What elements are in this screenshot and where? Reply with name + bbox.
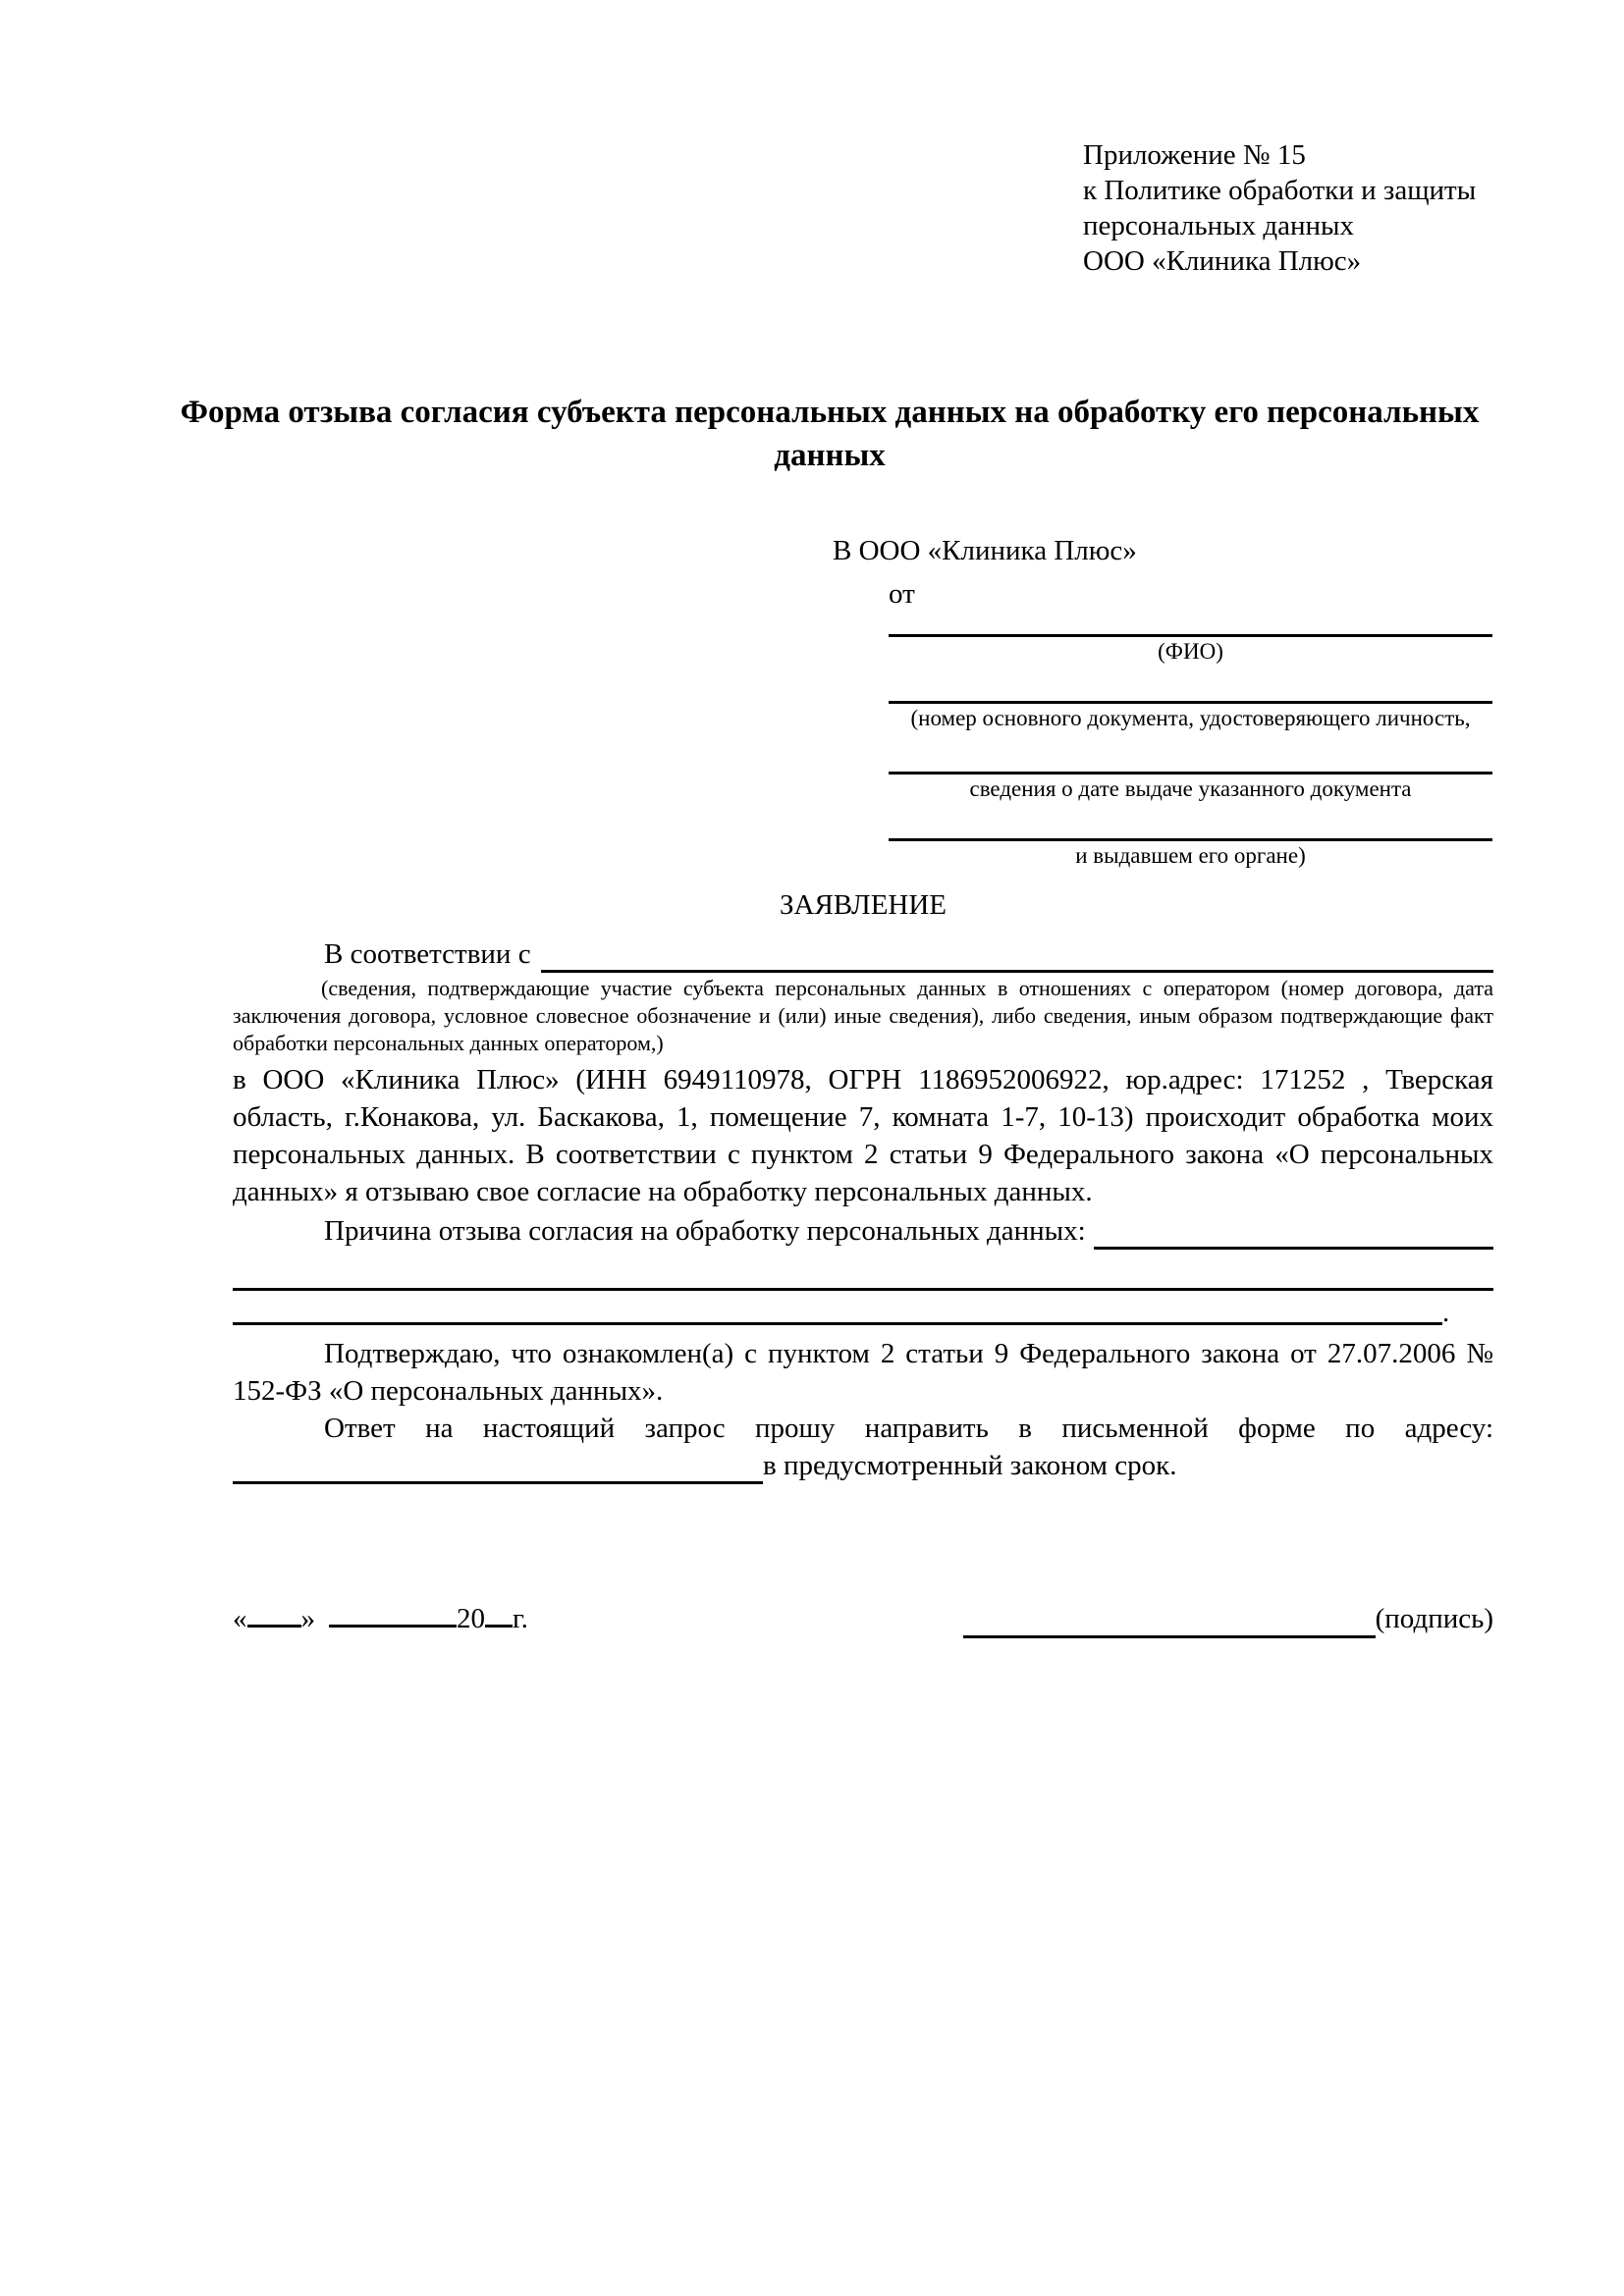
date-year-prefix: 20 [457,1603,485,1634]
signature-blank-line [963,1609,1376,1638]
date-quote-close: » [300,1603,315,1634]
issuing-authority-blank-line [889,804,1492,841]
addressee-block [833,533,1493,871]
reason-blank-line [1094,1220,1493,1250]
reason-blank-line-full-2 [233,1291,1493,1328]
intro-row [233,935,1493,973]
confirmation-paragraph: Подтверждаю, что ознакомлен(а) с пунктом 2 статьи 9 Федерального закона от 27.07.2006 № 152-ФЗ «О персональных данных». [233,1338,1493,1407]
date-year-suffix: г. [513,1603,528,1634]
reply-address-row [233,1447,1493,1484]
blank-line-period: . [1442,1297,1450,1328]
statement-section [233,886,1493,1484]
from-label: от [889,578,915,610]
appendix-header [1083,137,1505,279]
signature-row [233,1598,1493,1638]
signature-group [963,1599,1493,1638]
appendix-header-line: ООО «Клиника Плюс» [1083,245,1362,277]
fio-field [889,612,1492,667]
field-caption-document-number: (номер основного документа, удостоверяющего личность, [910,706,1471,730]
field-caption-fio: (ФИО) [1158,639,1223,664]
issuing-authority-field [889,804,1492,871]
date-quote-open: « [233,1603,247,1634]
reason-blank-underline [233,1291,1442,1325]
appendix-header-line: Приложение № 15 [1083,139,1306,171]
reason-row [233,1212,1493,1250]
field-caption-issue-date: сведения о дате выдаче указанного документа [969,776,1412,801]
intro-prefix: В соответствии с [324,938,531,970]
appendix-header-line: персональных данных [1083,210,1355,241]
appendix-header-line: к Политике обработки и защиты [1083,175,1477,206]
date-group [233,1598,528,1638]
reply-request-suffix: в предусмотренный законом срок. [763,1450,1177,1481]
intro-footnote: (сведения, подтверждающие участие субъекта персональных данных в отношениях с оператором (номер договора, дата заключения договора, условное словесное обозначение и (или) иные сведения), либо сведения, иным образом подтверждающие факт обработки персональных данных оператором,) [233,976,1493,1055]
date-day-blank [247,1598,301,1628]
statement-heading: ЗАЯВЛЕНИЕ [779,889,947,921]
document-title: Форма отзыва согласия субъекта персональных данных на обработку его персональных данных [180,395,1480,473]
reply-address-blank-line [233,1453,763,1484]
date-month-blank [329,1598,457,1628]
reply-request-prefix: Ответ на настоящий запрос прошу направить в письменной форме по адресу: [324,1413,1493,1444]
intro-blank-line [541,943,1493,973]
issue-date-field [889,733,1492,804]
reason-blank-line-full [233,1250,1493,1291]
document-number-blank-line [889,667,1492,704]
addressee-organization: В ООО «Клиника Плюс» [833,535,1137,566]
field-caption-issuing-authority: и выдавшем его органе) [1075,843,1306,868]
fio-blank-line [889,612,1492,637]
document-number-field [889,667,1492,733]
statement-body: в ООО «Клиника Плюс» (ИНН 6949110978, ОГРН 1186952006922, юр.адрес: 171252 , Тверская область, г.Конакова, ул. Баскакова, 1, помещение 7, комната 1-7, 10-13) происходит обработка моих персональных данных. В соответствии с пунктом 2 статьи 9 Федерального закона «О персональных данных» я отзываю свое согласие на обработку персональных данных. [233,1064,1493,1207]
signature-caption: (подпись) [1375,1603,1493,1634]
date-year-blank [485,1598,513,1628]
issue-date-blank-line [889,733,1492,774]
reason-label: Причина отзыва согласия на обработку персональных данных: [324,1215,1086,1247]
